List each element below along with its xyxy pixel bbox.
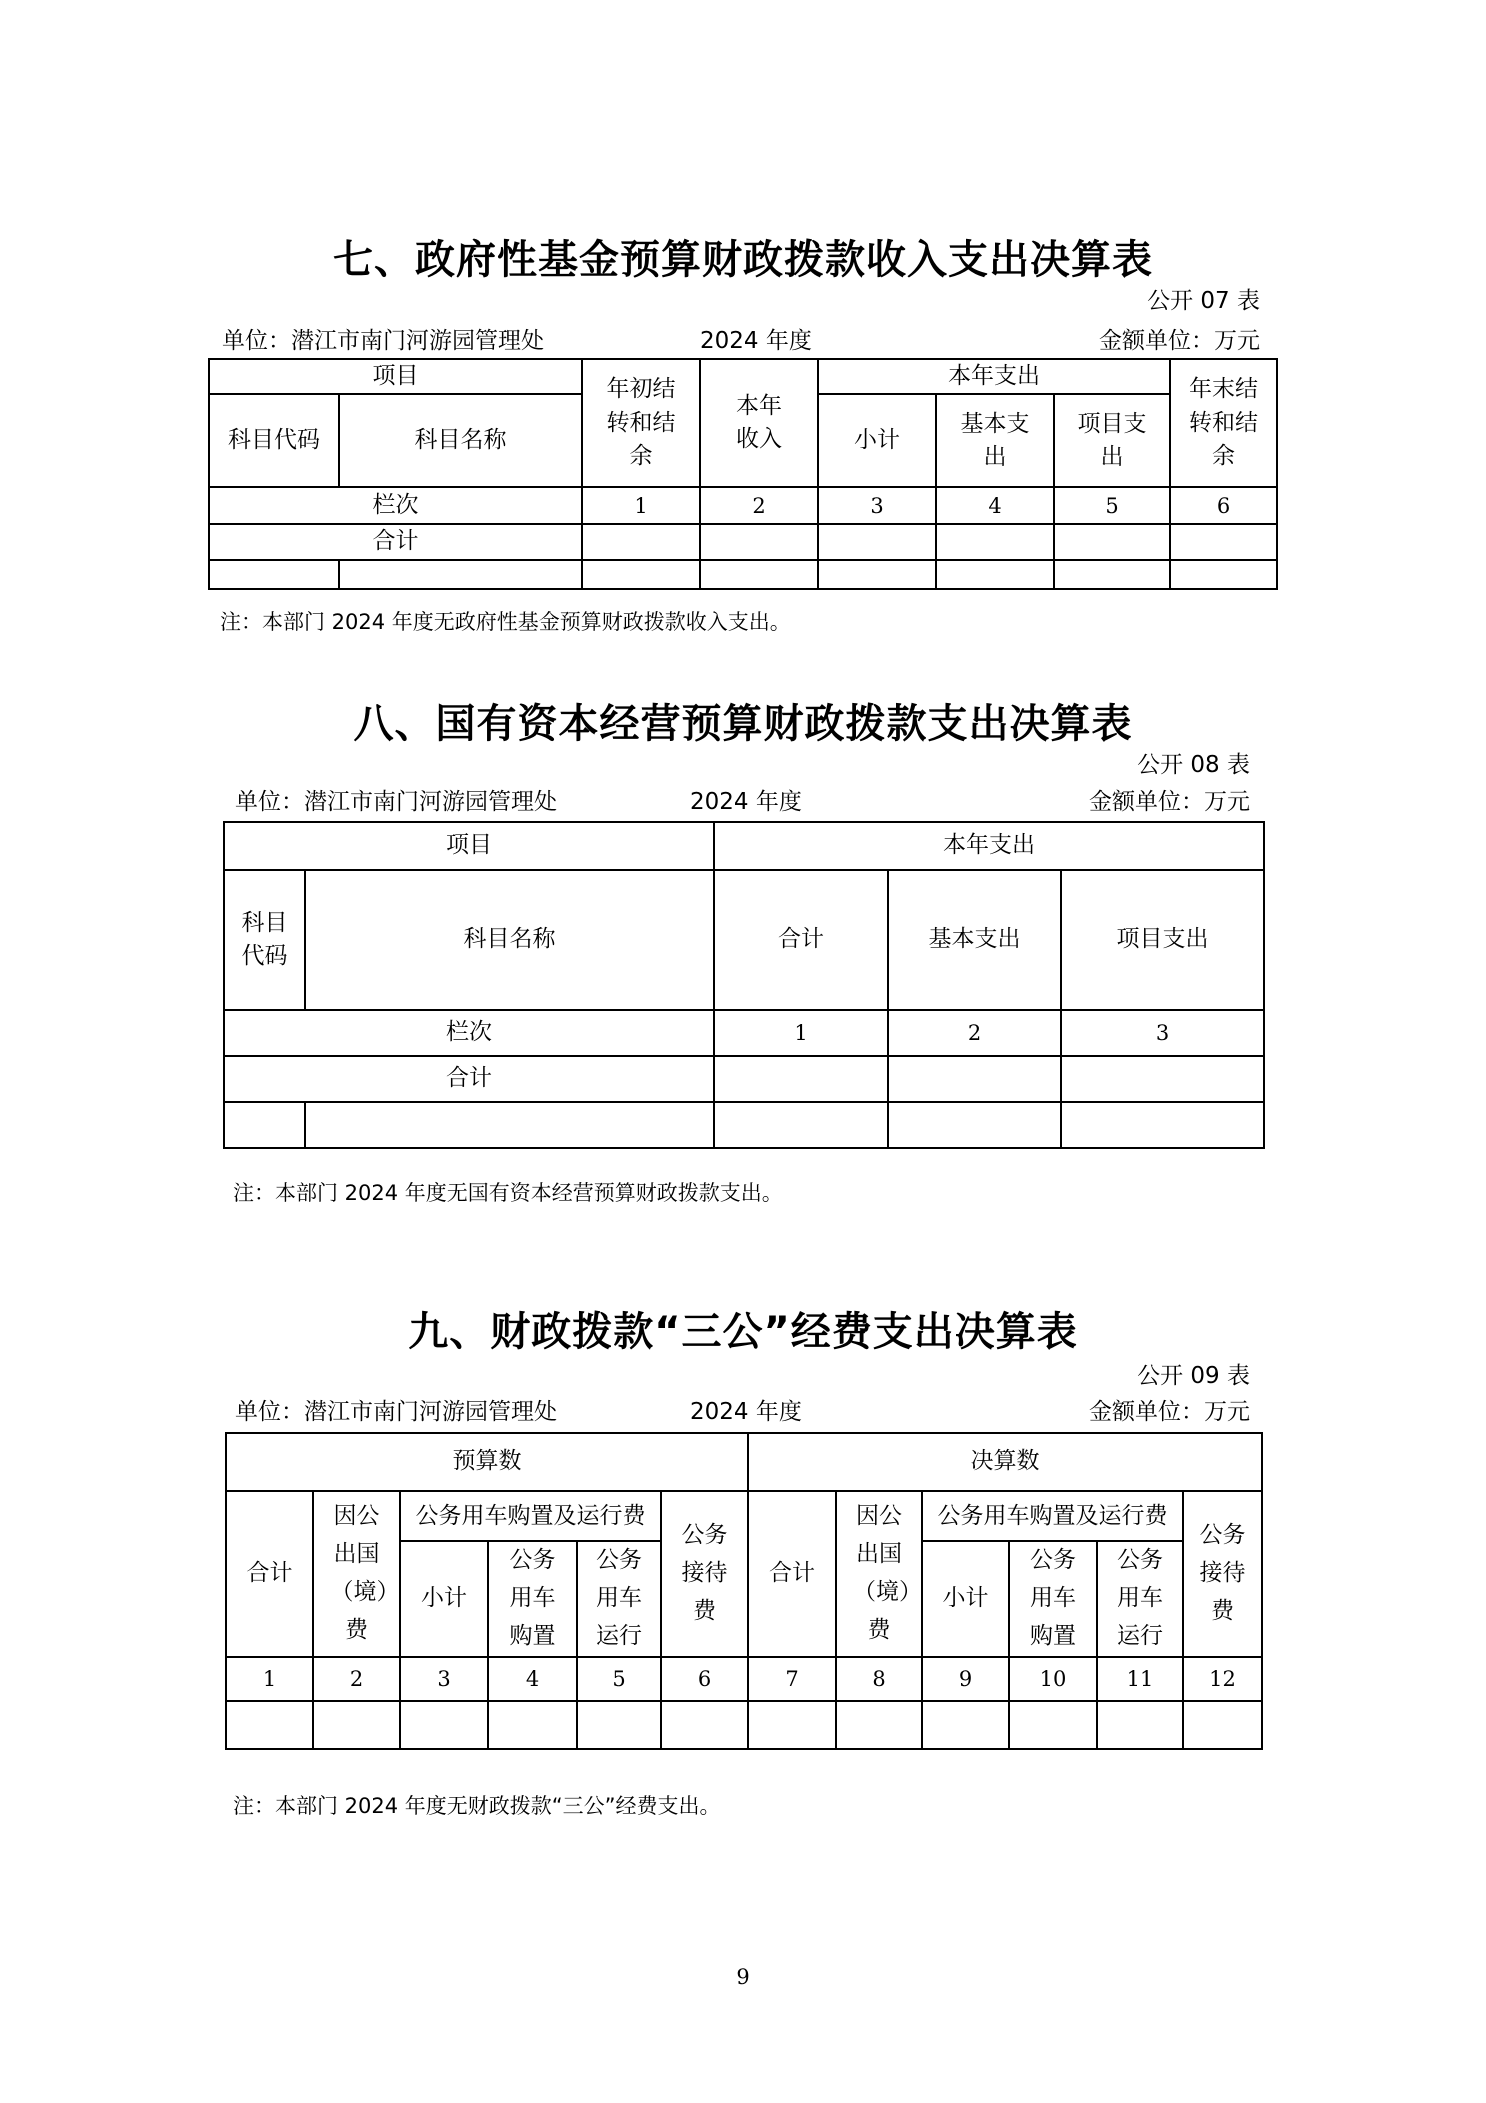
- empty-cell: [1061, 1056, 1264, 1102]
- section7-table: [208, 358, 1278, 590]
- header-reception: 公务接待费: [661, 1491, 748, 1657]
- header-budget: 预算数: [226, 1433, 748, 1491]
- header-basic: 基本支出: [936, 394, 1054, 487]
- header-vehicle: 公务用车购置及运行费: [400, 1491, 661, 1541]
- seq-cell: 1: [226, 1657, 313, 1701]
- seq-cell: 2: [888, 1010, 1061, 1056]
- seq-cell: 1: [582, 487, 700, 524]
- empty-cell: [339, 560, 582, 589]
- header-subtotal: 小计: [818, 394, 936, 487]
- empty-cell: [1170, 524, 1277, 559]
- empty-cell: [700, 560, 818, 589]
- header-vehicle-purchase: 公务用车购置: [1009, 1541, 1097, 1657]
- empty-cell: [818, 560, 936, 589]
- section9-currency: 金额单位：万元: [1089, 1399, 1250, 1425]
- section7-year: 2024 年度: [700, 328, 812, 354]
- header-vehicle-operation: 公务用车运行: [1097, 1541, 1183, 1657]
- section8-table: [223, 821, 1265, 1149]
- empty-cell: [313, 1701, 400, 1749]
- row-total-label: 合计: [209, 524, 582, 559]
- empty-cell: [700, 524, 818, 559]
- section7-currency: 金额单位：万元: [1099, 328, 1260, 354]
- header-project: 项目: [224, 822, 714, 870]
- section7-title: 七、政府性基金预算财政拨款收入支出决算表: [333, 237, 1153, 283]
- header-vehicle-operation: 公务用车运行: [577, 1541, 661, 1657]
- seq-cell: 3: [1061, 1010, 1264, 1056]
- section9-title: 九、财政拨款“三公”经费支出决算表: [408, 1309, 1078, 1355]
- empty-cell: [661, 1701, 748, 1749]
- section8-title: 八、国有资本经营预算财政拨款支出决算表: [353, 701, 1133, 747]
- empty-cell: [922, 1701, 1009, 1749]
- header-vehicle-purchase: 公务用车购置: [488, 1541, 577, 1657]
- header-basic: 基本支出: [888, 870, 1061, 1010]
- header-project: 项目: [209, 359, 582, 394]
- seq-cell: 5: [577, 1657, 661, 1701]
- header-end-balance: 年末结转和结余: [1170, 359, 1277, 487]
- section8-form-number: 公开 08 表: [1137, 752, 1250, 778]
- section7-note: 注：本部门 2024 年度无政府性基金预算财政拨款收入支出。: [220, 610, 791, 634]
- empty-cell: [714, 1056, 888, 1102]
- empty-cell: [226, 1701, 313, 1749]
- header-subtotal: 小计: [400, 1541, 488, 1657]
- seq-cell: 4: [488, 1657, 577, 1701]
- row-total-label: 合计: [224, 1056, 714, 1102]
- empty-cell: [209, 560, 339, 589]
- row-seq-label: 栏次: [209, 487, 582, 524]
- empty-cell: [582, 524, 700, 559]
- page-number: 9: [736, 1965, 750, 1989]
- seq-cell: 3: [818, 487, 936, 524]
- seq-cell: 2: [313, 1657, 400, 1701]
- header-item: 项目支出: [1054, 394, 1170, 487]
- empty-cell: [748, 1701, 836, 1749]
- header-name: 科目名称: [339, 394, 582, 487]
- section9-table: [225, 1432, 1263, 1750]
- header-expense: 本年支出: [818, 359, 1170, 394]
- empty-cell: [818, 524, 936, 559]
- section9-unit: 单位：潜江市南门河游园管理处: [235, 1399, 557, 1425]
- seq-cell: 10: [1009, 1657, 1097, 1701]
- section7-unit: 单位：潜江市南门河游园管理处: [222, 328, 544, 354]
- section9-form-number: 公开 09 表: [1137, 1363, 1250, 1389]
- header-vehicle: 公务用车购置及运行费: [922, 1491, 1183, 1541]
- header-code: 科目代码: [224, 870, 305, 1010]
- header-abroad: 因公出国（境）费: [313, 1491, 400, 1657]
- header-total: 合计: [714, 870, 888, 1010]
- empty-cell: [577, 1701, 661, 1749]
- section7-form-number: 公开 07 表: [1147, 288, 1260, 314]
- header-abroad: 因公出国（境）费: [836, 1491, 922, 1657]
- empty-cell: [1054, 560, 1170, 589]
- section8-year: 2024 年度: [690, 789, 802, 815]
- header-begin-balance: 年初结转和结余: [582, 359, 700, 487]
- seq-cell: 6: [661, 1657, 748, 1701]
- header-reception: 公务接待费: [1183, 1491, 1262, 1657]
- header-expense: 本年支出: [714, 822, 1264, 870]
- header-name: 科目名称: [305, 870, 714, 1010]
- seq-cell: 3: [400, 1657, 488, 1701]
- seq-cell: 2: [700, 487, 818, 524]
- section9-note: 注：本部门 2024 年度无财政拨款“三公”经费支出。: [233, 1794, 721, 1818]
- empty-cell: [305, 1102, 714, 1148]
- seq-cell: 7: [748, 1657, 836, 1701]
- header-income: 本年收入: [700, 359, 818, 487]
- empty-cell: [582, 560, 700, 589]
- seq-cell: 11: [1097, 1657, 1183, 1701]
- header-code: 科目代码: [209, 394, 339, 487]
- section8-note: 注：本部门 2024 年度无国有资本经营预算财政拨款支出。: [233, 1181, 783, 1205]
- seq-cell: 8: [836, 1657, 922, 1701]
- empty-cell: [888, 1056, 1061, 1102]
- empty-cell: [1097, 1701, 1183, 1749]
- empty-cell: [224, 1102, 305, 1148]
- empty-cell: [1009, 1701, 1097, 1749]
- empty-cell: [836, 1701, 922, 1749]
- empty-cell: [1183, 1701, 1262, 1749]
- section9-year: 2024 年度: [690, 1399, 802, 1425]
- seq-cell: 4: [936, 487, 1054, 524]
- empty-cell: [888, 1102, 1061, 1148]
- seq-cell: 12: [1183, 1657, 1262, 1701]
- header-total: 合计: [748, 1491, 836, 1657]
- seq-cell: 5: [1054, 487, 1170, 524]
- header-item: 项目支出: [1061, 870, 1264, 1010]
- row-seq-label: 栏次: [224, 1010, 714, 1056]
- empty-cell: [400, 1701, 488, 1749]
- empty-cell: [1061, 1102, 1264, 1148]
- empty-cell: [936, 524, 1054, 559]
- header-total: 合计: [226, 1491, 313, 1657]
- seq-cell: 1: [714, 1010, 888, 1056]
- empty-cell: [1054, 524, 1170, 559]
- seq-cell: 6: [1170, 487, 1277, 524]
- seq-cell: 9: [922, 1657, 1009, 1701]
- header-subtotal: 小计: [922, 1541, 1009, 1657]
- header-final: 决算数: [748, 1433, 1262, 1491]
- section8-currency: 金额单位：万元: [1089, 789, 1250, 815]
- section8-unit: 单位：潜江市南门河游园管理处: [235, 789, 557, 815]
- empty-cell: [1170, 560, 1277, 589]
- empty-cell: [488, 1701, 577, 1749]
- empty-cell: [714, 1102, 888, 1148]
- empty-cell: [936, 560, 1054, 589]
